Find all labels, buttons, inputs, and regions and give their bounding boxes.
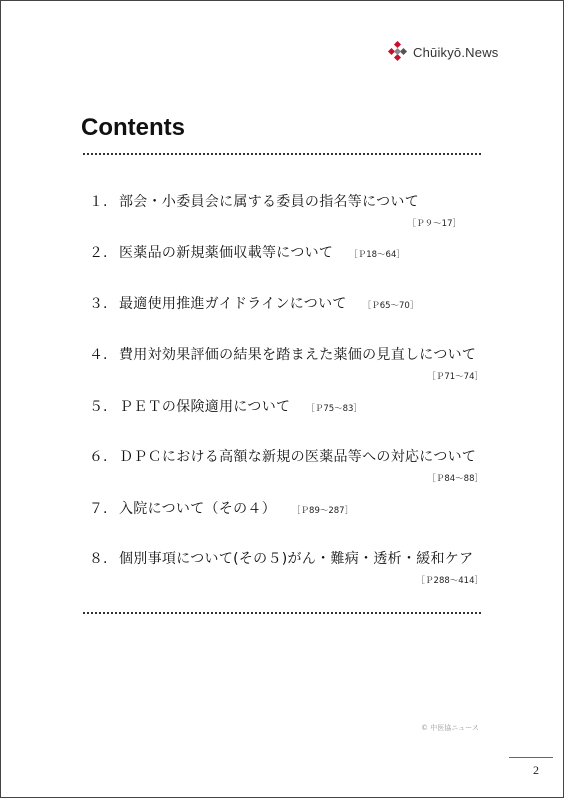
- toc-item-pages: ［Ｐ71～74］: [427, 372, 483, 382]
- toc-item-title: 個別事項について(その５)がん・難病・透析・緩和ケア: [119, 551, 474, 567]
- bottom-dotted-divider: [83, 612, 481, 614]
- toc-item-pages: ［Ｐ65～70］: [362, 301, 419, 311]
- toc-item-7[interactable]: [89, 498, 489, 518]
- toc-item-number: ８.: [89, 551, 108, 567]
- toc-item-number: ６.: [89, 449, 108, 465]
- toc-item-number: ４.: [89, 347, 108, 363]
- toc-item-4[interactable]: [89, 344, 489, 382]
- copyright-notice: © 中医協ニュース: [421, 724, 479, 732]
- toc-item-6[interactable]: [89, 446, 489, 484]
- toc-item-title: 費用対効果評価の結果を踏まえた薬価の見直しについて: [119, 347, 477, 363]
- toc-item-pages: ［Ｐ75～83］: [306, 404, 362, 414]
- top-dotted-divider: [83, 153, 481, 155]
- toc-item-8[interactable]: [89, 548, 489, 586]
- toc-item-number: ３.: [89, 296, 108, 312]
- toc-item-title: 部会・小委員会に属する委員の指名等について: [119, 194, 420, 210]
- toc-item-number: ５.: [89, 399, 108, 415]
- brand-name: Chūikyō.News: [413, 44, 499, 60]
- page-number-divider: [509, 757, 553, 758]
- toc-item-title: ＰＥＴの保険適用について: [119, 399, 291, 415]
- toc-item-title: ＤＰＣにおける高額な新規の医薬品等への対応について: [119, 449, 477, 465]
- brand-header: [387, 41, 499, 63]
- toc-item-3[interactable]: [89, 293, 489, 313]
- toc-item-number: ７.: [89, 501, 108, 517]
- toc-item-number: １.: [89, 194, 108, 210]
- toc-item-2[interactable]: [89, 242, 489, 262]
- page-title: Contents: [81, 114, 185, 141]
- toc-item-pages: ［Ｐ89～287］: [292, 506, 354, 516]
- page-number: 2: [533, 763, 539, 777]
- toc-item-pages: ［Ｐ84～88］: [427, 474, 483, 484]
- toc-item-pages: ［Ｐ288～414］: [416, 576, 483, 586]
- toc-item-number: ２.: [89, 245, 108, 261]
- toc-item-1[interactable]: [89, 191, 489, 229]
- toc-item-5[interactable]: [89, 396, 489, 416]
- brand-logo-icon: [387, 41, 409, 63]
- toc-item-title: 最適使用推進ガイドラインについて: [119, 296, 347, 312]
- toc-item-title: 入院について（その４）: [119, 501, 277, 517]
- toc-item-pages: ［Ｐ９～17］: [407, 219, 461, 229]
- toc-item-title: 医薬品の新規薬価収載等について: [119, 245, 334, 261]
- toc-item-pages: ［Ｐ18～64］: [349, 250, 405, 260]
